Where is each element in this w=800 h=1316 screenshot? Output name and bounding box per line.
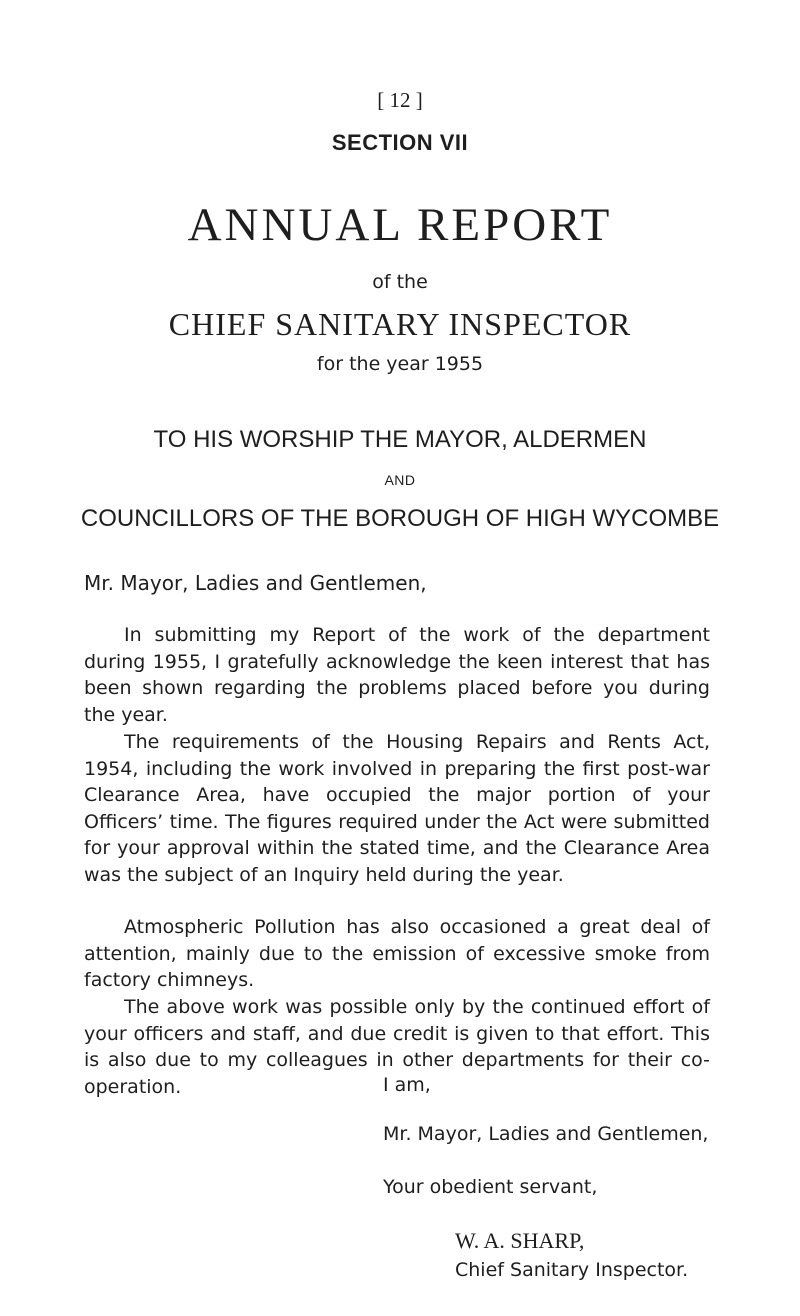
report-year: for the year 1955	[316, 353, 484, 375]
page-number: [ 12 ]	[377, 88, 423, 112]
report-title: ANNUAL REPORT	[187, 199, 613, 251]
signatory-title: Chief Sanitary Inspector.	[455, 1259, 689, 1281]
addressee-and: AND	[384, 472, 416, 488]
report-subtitle: CHIEF SANITARY INSPECTOR	[168, 306, 632, 342]
signatory-name: W. A. SHARP,	[455, 1228, 585, 1253]
title-connector: of the	[372, 271, 428, 293]
addressee-line-1: TO HIS WORSHIP THE MAYOR, ALDERMEN	[153, 426, 647, 453]
paragraph-2: The requirements of the Housing Repairs and Rents Act, 1954, including the work involved in preparing the first post-war Clearance Area, have occupied the major portion of your Officers’ time. The figures required under the Act were submitted for your approval within the stated time, and the Clearance Area was the subject of an Inquiry held during the year.	[84, 731, 710, 886]
closing-salutation: Mr. Mayor, Ladies and Gentlemen,	[383, 1123, 709, 1145]
paragraph-4: The above work was possible only by the continued effort of your officers and staff, and due credit is given to that effort. This is also due to my colleagues in other departments for their co-operation.	[84, 996, 710, 1098]
paragraph-3: Atmospheric Pollution has also occasioned a great deal of attention, mainly due to the emission of excessive smoke from factory chimneys.	[84, 916, 710, 991]
closing-i-am: I am,	[383, 1074, 431, 1096]
addressee-line-2: COUNCILLORS OF THE BOROUGH OF HIGH WYCOMBE	[80, 505, 720, 532]
paragraph-1: In submitting my Report of the work of the department during 1955, I gratefully acknowledge the keen interest that has been shown regarding the problems placed before you during the year.	[84, 624, 710, 726]
section-heading: SECTION VII	[331, 130, 469, 155]
valediction: Your obedient servant,	[383, 1176, 598, 1198]
salutation: Mr. Mayor, Ladies and Gentlemen,	[84, 571, 427, 595]
